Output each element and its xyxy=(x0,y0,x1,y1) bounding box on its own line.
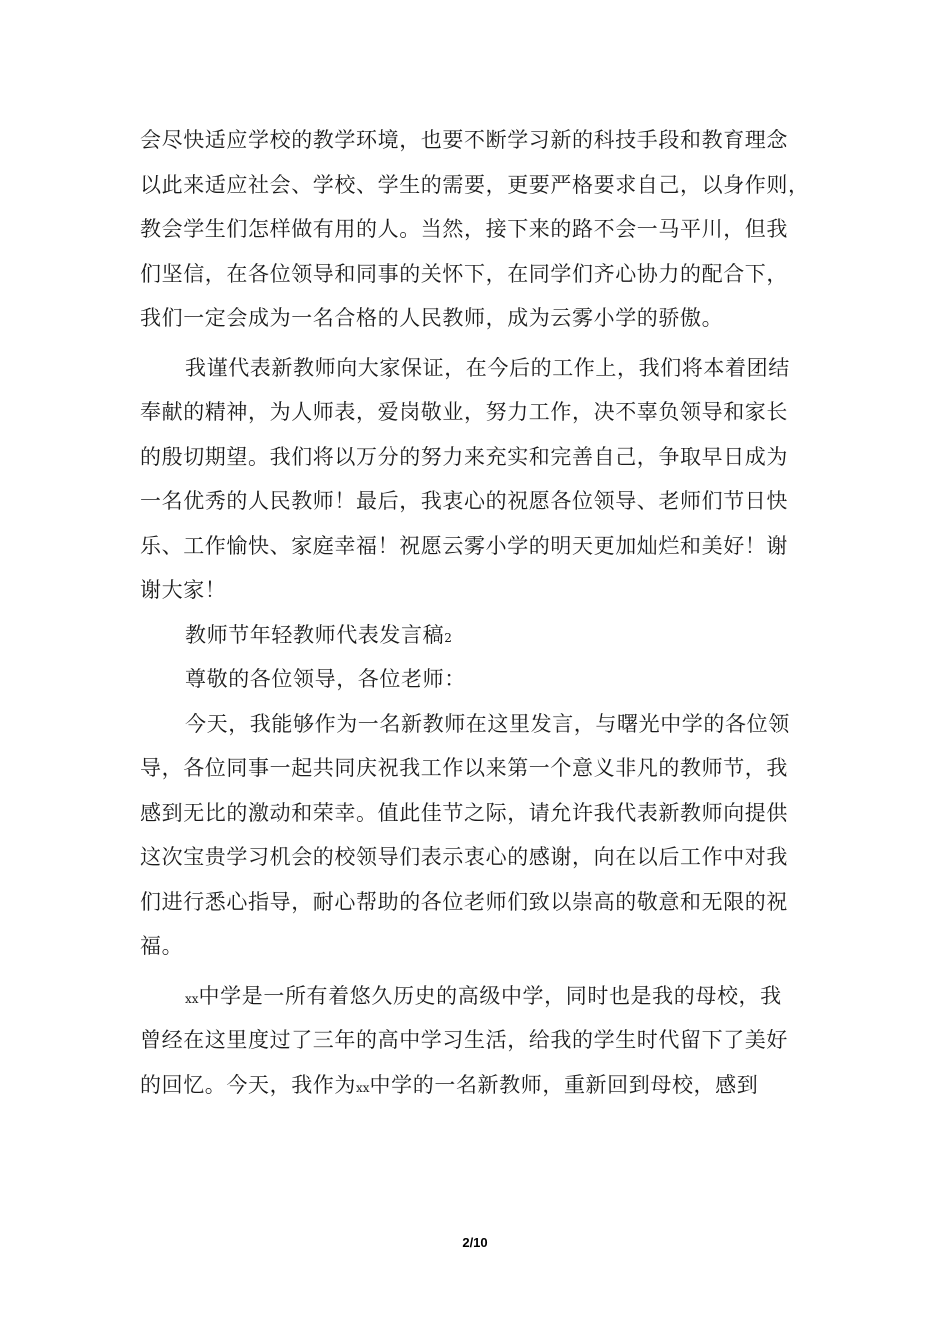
paragraph xyxy=(140,346,830,613)
text-line: 教会学生们怎样做有用的人。当然，接下来的路不会一马平川，但我 xyxy=(140,217,788,241)
text-line: 我们一定会成为一名合格的人民教师，成为云雾小学的骄傲。 xyxy=(140,306,724,330)
text-line: 们进行悉心指导，耐心帮助的各位老师们致以崇高的敬意和无限的祝 xyxy=(140,889,788,914)
text-line: 乐、工作愉快、家庭幸福！祝愿云雾小学的明天更加灿烂和美好！谢 xyxy=(140,533,788,558)
text-line: 今天，我能够作为一名新教师在这里发言，与曙光中学的各位领 xyxy=(185,711,790,736)
document-body xyxy=(140,118,830,1107)
text-line: 我谨代表新教师向大家保证，在今后的工作上，我们将本着团结 xyxy=(185,355,790,380)
section-title-number: 2 xyxy=(444,630,452,645)
section-title xyxy=(140,613,830,658)
text-line: 曾经在这里度过了三年的高中学习生活，给我的学生时代留下了美好 xyxy=(140,1028,788,1052)
text-line: 们坚信，在各位领导和同事的关怀下，在同学们齐心协力的配合下， xyxy=(140,261,788,286)
salutation xyxy=(140,657,830,702)
paragraph xyxy=(140,702,830,969)
paragraph xyxy=(140,118,830,341)
text-line: 一名优秀的人民教师！最后，我衷心的祝愿各位领导、老师们节日快 xyxy=(140,489,788,513)
text-line: 中学是一所有着悠久历史的高级中学，同时也是我的母校，我 xyxy=(198,983,782,1008)
text-line: 导，各位同事一起共同庆祝我工作以来第一个意义非凡的教师节，我 xyxy=(140,756,788,780)
section-title-text: 教师节年轻教师代表发言稿 xyxy=(185,622,445,647)
text-line: 的回忆。今天，我作为 xyxy=(140,1072,356,1097)
text-line: 会尽快适应学校的教学环境，也要不断学习新的科技手段和教育理念 xyxy=(140,128,788,152)
text-line: 福。 xyxy=(140,934,184,958)
text-line: 这次宝贵学习机会的校领导们表示衷心的感谢，向在以后工作中对我 xyxy=(140,845,788,869)
placeholder-xx: xx xyxy=(356,1080,370,1095)
paragraph xyxy=(140,974,830,1108)
text-line: 尊敬的各位领导，各位老师： xyxy=(185,667,466,691)
text-line: 谢大家！ xyxy=(140,578,227,602)
text-line: 奉献的精神，为人师表，爱岗敬业，努力工作，决不辜负领导和家长 xyxy=(140,400,788,424)
text-line: 的殷切期望。我们将以万分的努力来充实和完善自己，争取早日成为 xyxy=(140,444,788,469)
text-line: 以此来适应社会、学校、学生的需要，更要严格要求自己，以身作则， xyxy=(140,172,810,197)
placeholder-xx: xx xyxy=(185,991,199,1006)
text-line: 中学的一名新教师，重新回到母校，感到 xyxy=(369,1072,759,1097)
text-line: 感到无比的激动和荣幸。值此佳节之际，请允许我代表新教师向提供 xyxy=(140,800,788,825)
page-number: 2/10 xyxy=(462,1235,488,1250)
